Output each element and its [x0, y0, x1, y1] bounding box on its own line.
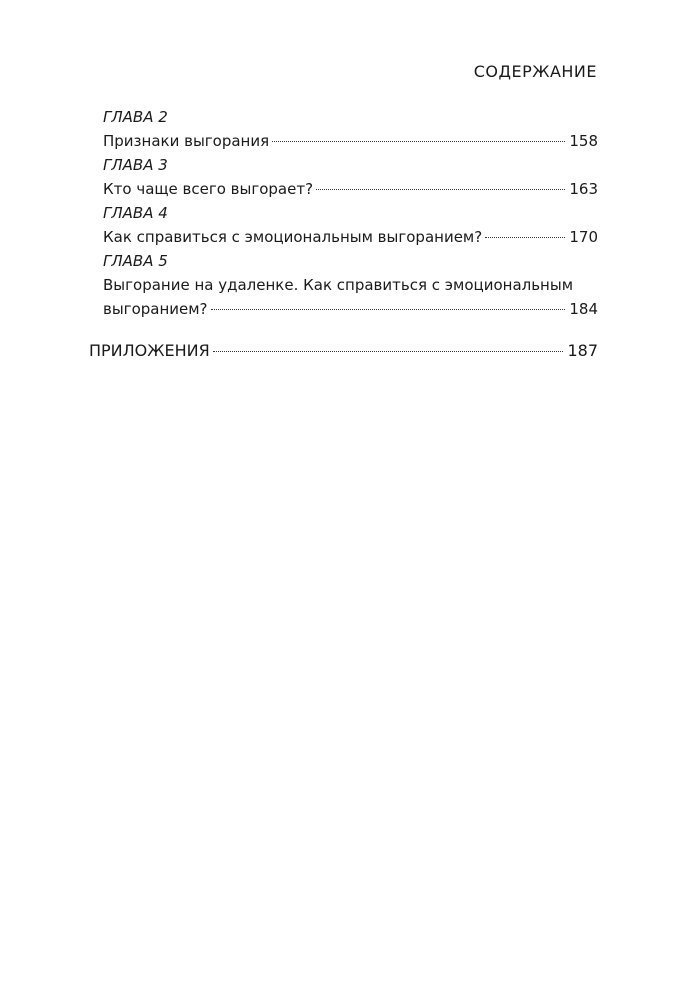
toc-page-number: 184	[569, 300, 598, 318]
toc-page-number: 170	[569, 228, 598, 246]
dot-leader	[211, 309, 566, 310]
toc-page-number: 163	[569, 180, 598, 198]
dot-leader	[213, 351, 564, 352]
toc-entry-title[interactable]: Выгорание на удаленке. Как справиться с эмоциональным	[103, 276, 574, 294]
chapter-label: ГЛАВА 5	[103, 252, 168, 270]
toc-entry-title: Признаки выгорания	[103, 132, 270, 150]
dot-leader	[485, 237, 565, 238]
chapter-label: ГЛАВА 2	[103, 108, 168, 126]
chapter-label: ГЛАВА 4	[103, 204, 168, 222]
dot-leader	[316, 189, 565, 190]
toc-entry-title: выгоранием?	[103, 300, 208, 318]
running-head: СОДЕРЖАНИЕ	[473, 62, 597, 81]
toc-entry-title: Как справиться с эмоциональным выгоранием?	[103, 228, 483, 246]
toc-entry[interactable]	[103, 178, 598, 200]
chapter-label: ГЛАВА 3	[103, 156, 168, 174]
toc-entry[interactable]	[103, 298, 598, 320]
toc-entry-appendix[interactable]	[89, 340, 598, 362]
dot-leader	[272, 141, 565, 142]
toc-entry-title: ПРИЛОЖЕНИЯ	[89, 341, 210, 360]
toc-entry[interactable]	[103, 130, 598, 152]
toc-entry-title: Кто чаще всего выгорает?	[103, 180, 314, 198]
toc-entry[interactable]	[103, 226, 598, 248]
toc-page-number: 158	[569, 132, 598, 150]
toc-page-number: 187	[567, 341, 598, 360]
